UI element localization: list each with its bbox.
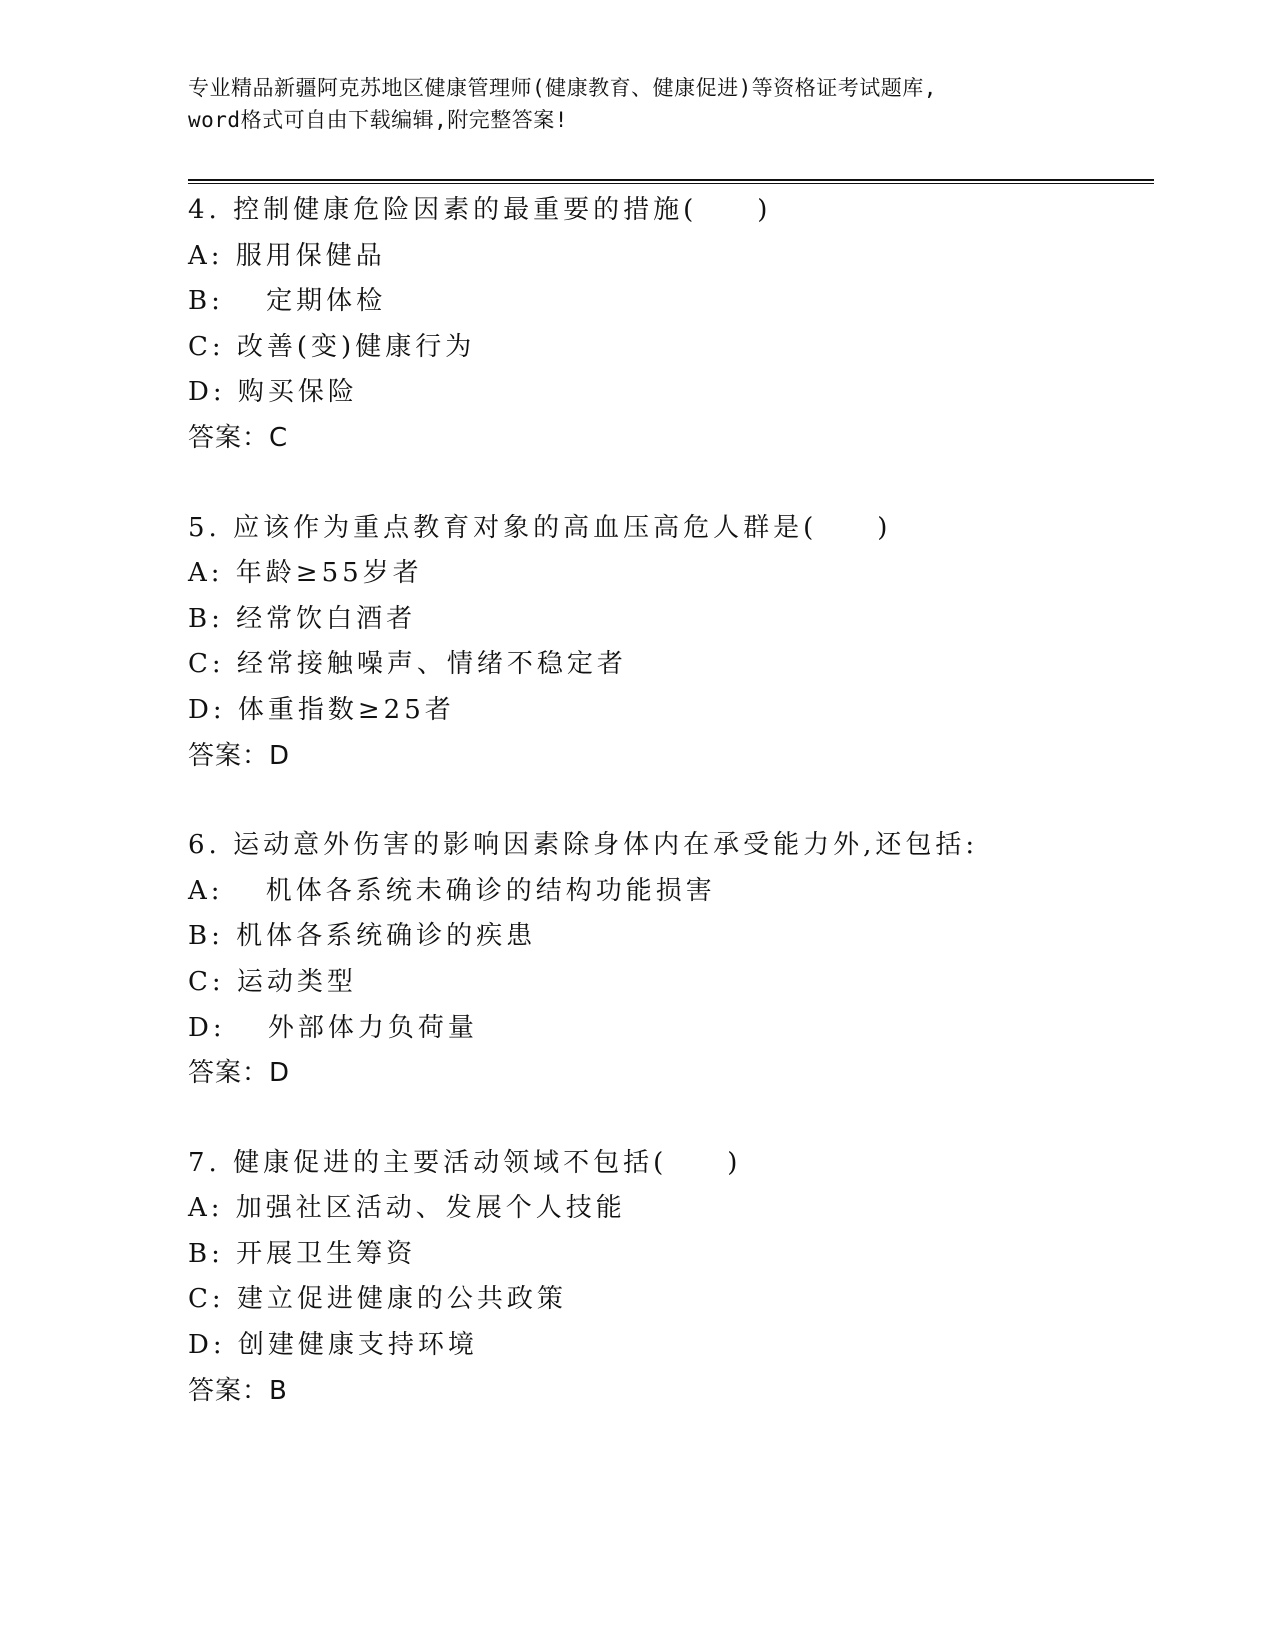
option-b: B: 经常饮白酒者: [188, 603, 417, 634]
question-stem: 7. 健康促进的主要活动领域不包括( ): [188, 1147, 742, 1178]
option-a: A: 服用保健品: [188, 240, 386, 271]
question-list: [188, 188, 1188, 1458]
option-c: C: 建立促进健康的公共政策: [188, 1284, 567, 1315]
option-d: D: 体重指数≥25者: [188, 694, 455, 725]
option-d: D: 外部体力负荷量: [188, 1012, 478, 1043]
question-stem: 6. 运动意外伤害的影响因素除身体内在承受能力外,还包括:: [188, 830, 979, 861]
option-d: D: 创建健康支持环境: [188, 1330, 478, 1361]
header-line-1: 专业精品新疆阿克苏地区健康管理师(健康教育、健康促进)等资格证考试题库,: [188, 76, 937, 100]
option-b: B: 机体各系统确诊的疾患: [188, 921, 537, 952]
question-stem: 5. 应该作为重点教育对象的高血压高危人群是( ): [188, 512, 892, 543]
divider-thin-line: [188, 183, 1154, 184]
question-item: [188, 188, 1188, 462]
header-divider: [188, 179, 1154, 185]
answer-line: 答案：C: [188, 422, 289, 453]
document-header: [188, 72, 1088, 136]
question-item: [188, 1141, 1188, 1415]
option-a: A: 机体各系统未确诊的结构功能损害: [188, 875, 716, 906]
option-a: A: 加强社区活动、发展个人技能: [188, 1193, 626, 1224]
answer-line: 答案：B: [188, 1375, 288, 1406]
option-b: B: 开展卫生筹资: [188, 1238, 417, 1269]
answer-line: 答案：D: [188, 1058, 291, 1089]
option-c: C: 运动类型: [188, 966, 357, 997]
divider-thick-line: [188, 179, 1154, 181]
option-b: B: 定期体检: [188, 286, 387, 317]
option-d: D: 购买保险: [188, 377, 358, 408]
question-item: [188, 506, 1188, 780]
option-c: C: 改善(变)健康行为: [188, 331, 476, 362]
question-item: [188, 823, 1188, 1097]
answer-line: 答案：D: [188, 740, 291, 771]
option-c: C: 经常接触噪声、情绪不稳定者: [188, 649, 627, 680]
option-a: A: 年龄≥55岁者: [188, 558, 423, 589]
question-stem: 4. 控制健康危险因素的最重要的措施( ): [188, 195, 772, 225]
header-line-2: word格式可自由下载编辑,附完整答案!: [188, 108, 568, 132]
